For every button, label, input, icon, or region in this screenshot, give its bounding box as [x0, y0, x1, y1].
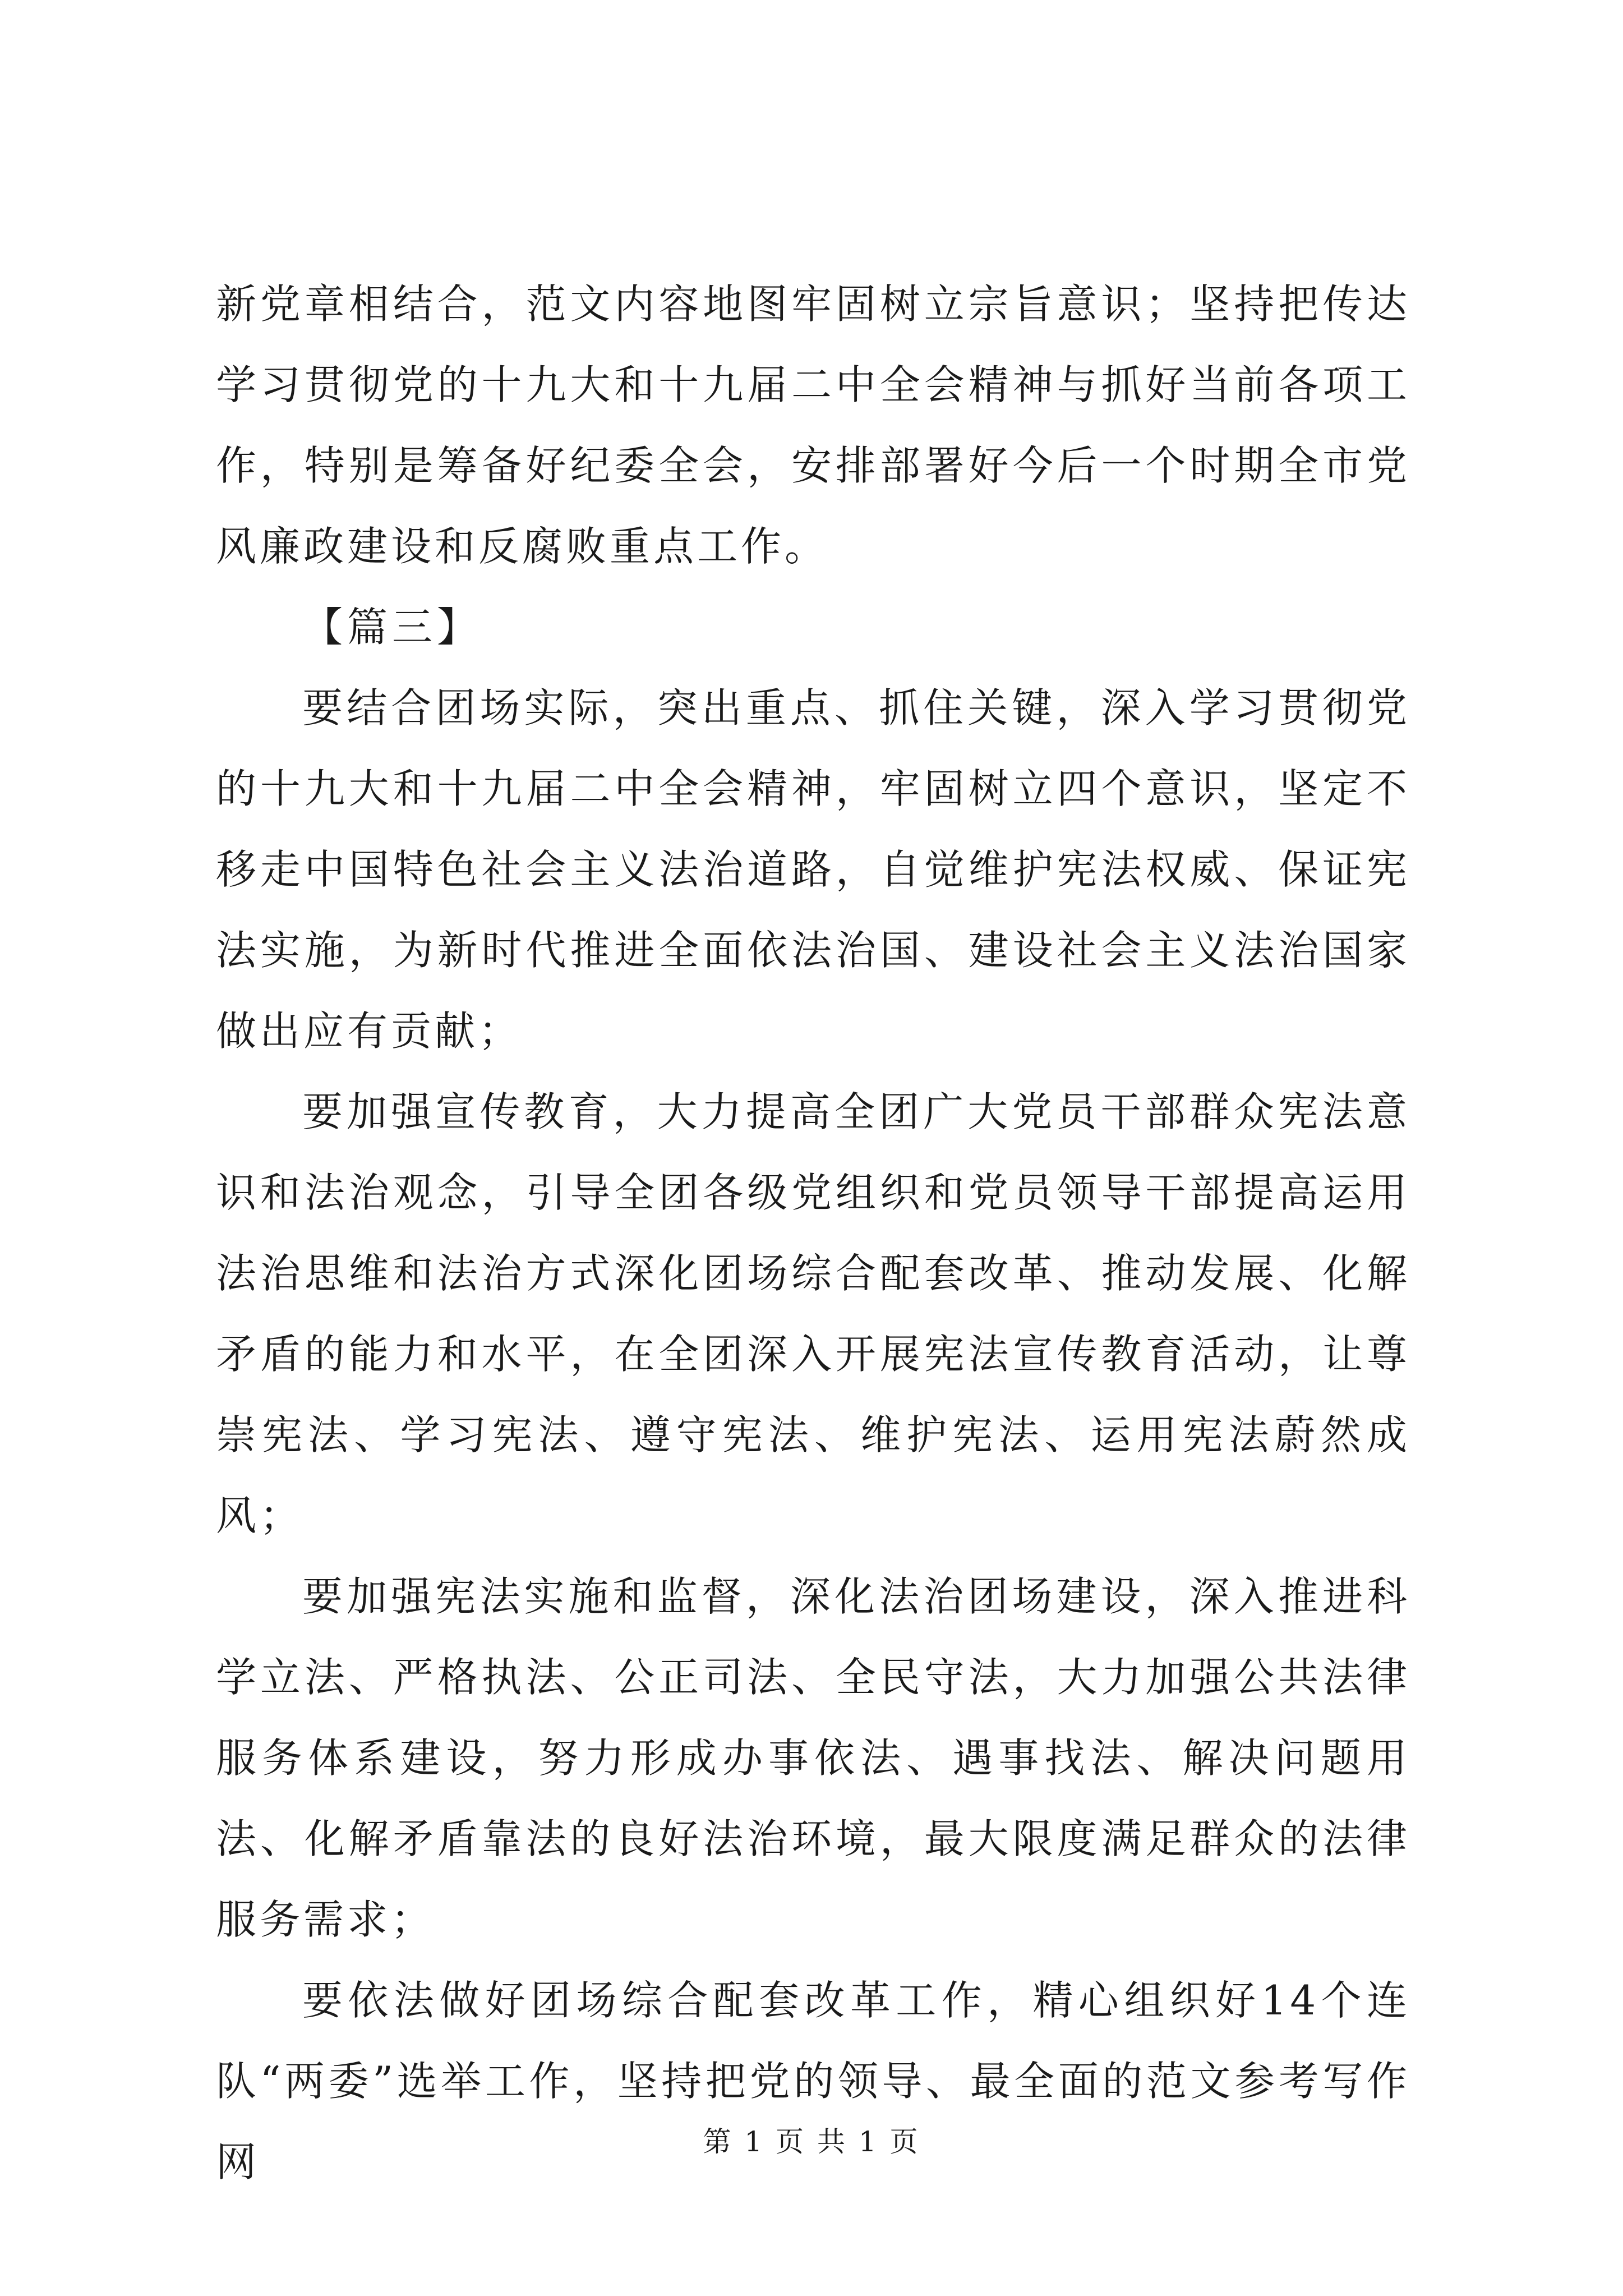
paragraph-continued: 新党章相结合，范文内容地图牢固树立宗旨意识；坚持把传达学习贯彻党的十九大和十九届二中全会精神与抓好当前各项工作，特别是筹备好纪委全会，安排部署好今后一个时期全市党风廉政建设和反腐败重点工作。: [216, 280, 1410, 570]
page-number-footer: 第 1 页 共 1 页: [703, 2125, 920, 2158]
section-heading: 【篇三】: [302, 604, 482, 651]
document-body: [216, 264, 1410, 2202]
paragraph: 要依法做好团场综合配套改革工作，精心组织好14个连队“两委”选举工作，坚持把党的领导、最全面的范文参考写作网: [216, 1977, 1410, 2185]
paragraph: 要结合团场实际，突出重点、抓住关键，深入学习贯彻党的十九大和十九届二中全会精神，牢固树立四个意识，坚定不移走中国特色社会主义法治道路，自觉维护宪法权威、保证宪法实施，为新时代推进全面依法治国、建设社会主义法治国家做出应有贡献；: [216, 684, 1410, 1055]
paragraph: 要加强宣传教育，大力提高全团广大党员干部群众宪法意识和法治观念，引导全团各级党组织和党员领导干部提高运用法治思维和法治方式深化团场综合配套改革、推动发展、化解矛盾的能力和水平，在全团深入开展宪法宣传教育活动，让尊崇宪法、学习宪法、遵守宪法、维护宪法、运用宪法蔚然成风；: [216, 1088, 1410, 1539]
paragraph: 要加强宪法实施和监督，深化法治团场建设，深入推进科学立法、严格执法、公正司法、全民守法，大力加强公共法律服务体系建设，努力形成办事依法、遇事找法、解决问题用法、化解矛盾靠法的良好法治环境，最大限度满足群众的法律服务需求；: [216, 1573, 1410, 1943]
